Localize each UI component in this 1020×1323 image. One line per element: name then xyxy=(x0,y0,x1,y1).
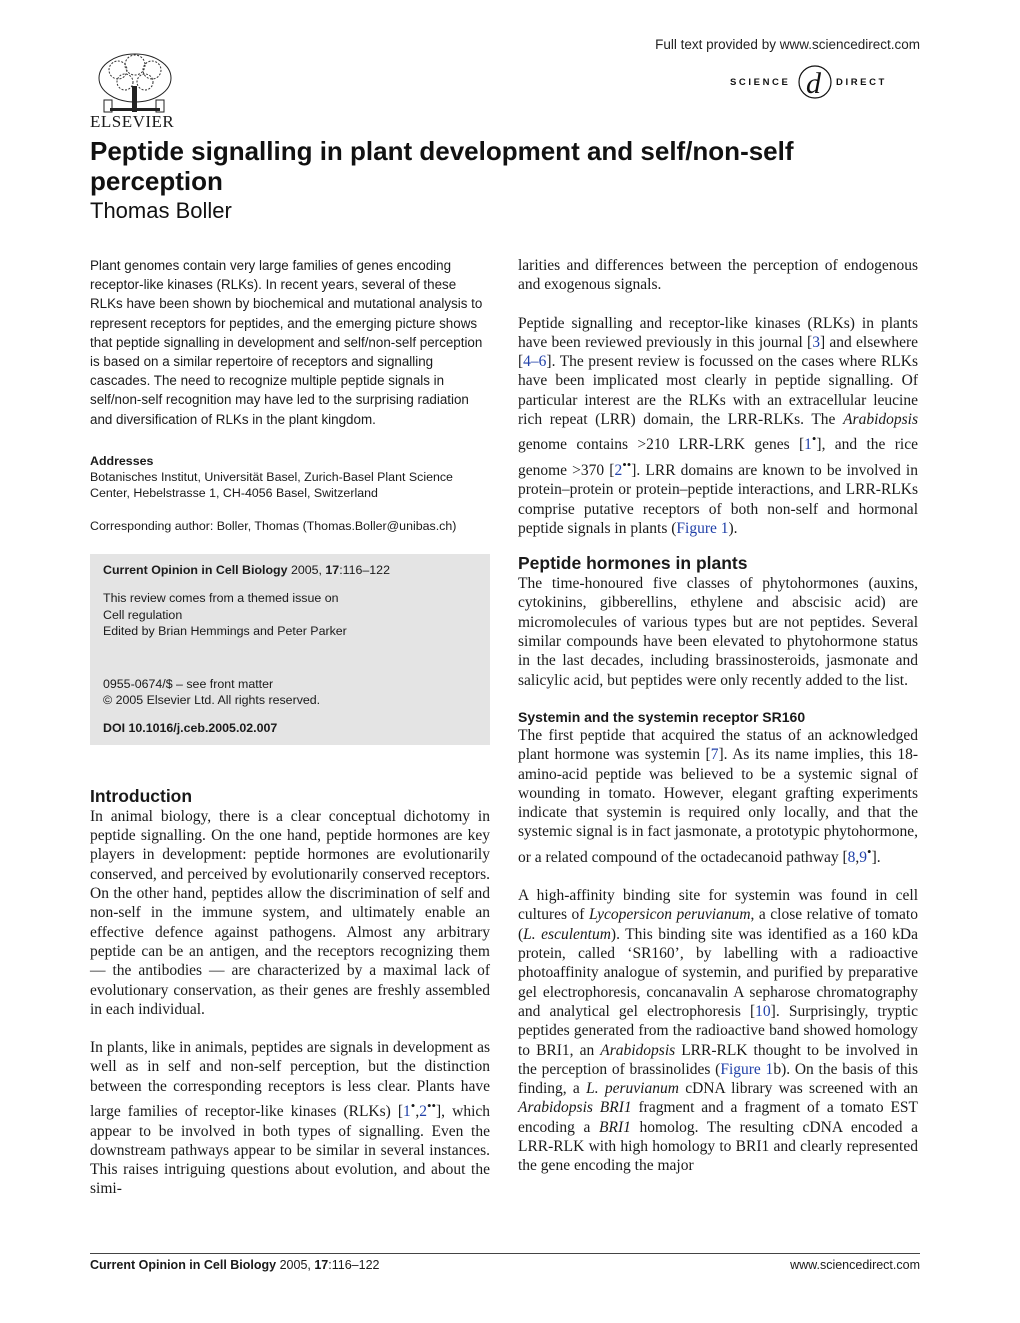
footer-pages: :116–122 xyxy=(328,1258,380,1272)
doi[interactable]: DOI 10.1016/j.ceb.2005.02.007 xyxy=(103,721,278,736)
ref-link[interactable]: 8 xyxy=(847,848,856,866)
footer-volume: 17 xyxy=(314,1258,329,1272)
infobox-pages: :116–122 xyxy=(339,563,390,578)
sd-mark-text: d xyxy=(806,67,821,100)
peptide-hormones-heading: Peptide hormones in plants xyxy=(518,553,748,574)
issn: 0955-0674/$ – see front matter xyxy=(103,676,274,691)
right-paragraph-1: Peptide signalling and receptor-like kinases (RLKs) in plants have been reviewed previously in this journal [3] and elsewhere [4–6]. The present review is focussed on the cases where RLKs have been implicated most clearly in peptide signalling. Of particular interest are the RLKs with an extracellular leucine rich repeat (LRR) domain, the LRR-RLKs. The Arabidopsis genome contains >210 LRR-LRK genes [1•], and the rice genome >370 [2••]. LRR domains are known to be involved in protein–protein or protein–peptide interactions, and LRR-RLKs comprise putative receptors of both non-self and hormonal peptide signals in plants (Figure 1). xyxy=(518,314,918,537)
ref-link[interactable]: 10 xyxy=(755,1002,771,1020)
intro-paragraph-1: In animal biology, there is a clear conceptual dichotomy in peptide signalling. On the one hand, peptide hormones are key players in development: peptide hormones are evolutionarily conserved, and perceived by evolutionarily conserved receptors. On the other hand, peptides allow the discrimination of self and non-self in the immune system, and ultimately enable an effective defence against pathogens. Almost any arbitrary peptide can be an antigen, and the receptors recognizing them — the antibodies — are characterized by a maximal lack of evolutionary conservation, as their genes are freshly assembled in each individual. xyxy=(90,807,490,1018)
sciencedirect-logo-icon[interactable] xyxy=(680,63,920,101)
infobox-citation xyxy=(103,562,478,578)
infobox-journal: Current Opinion in Cell Biology xyxy=(103,563,288,578)
addresses-text: Botanisches Institut, Universität Basel, Zurich-Basel Plant Science Center, Hebelstrasse 1, CH-4056 Basel, Switzerland xyxy=(90,469,453,501)
ref-link[interactable]: 4–6 xyxy=(523,353,547,371)
ref-link[interactable]: 1 xyxy=(403,1103,411,1121)
full-text-notice[interactable]: Full text provided by www.sciencedirect.com xyxy=(655,37,920,52)
ref-link[interactable]: 2 xyxy=(419,1103,427,1121)
footer-divider xyxy=(90,1253,920,1254)
ref-link[interactable]: 9 xyxy=(859,848,868,866)
ref-link[interactable]: 3 xyxy=(812,333,820,351)
footer-citation xyxy=(90,1258,379,1272)
right-paragraph-2: The time-honoured five classes of phytohormones (auxins, cytokinins, gibberellins, ethylene and abscisic acid) are micromolecules of various types but are not peptides. Several similar compounds have been elevated to phytohormone status in the last decades, including brassinosteroids, jasmonate and salicylic acid, but peptides were only recently added to the list. xyxy=(518,575,918,689)
article-title: Peptide signalling in plant development and self/non-self perception xyxy=(90,136,794,196)
publisher-name: ELSEVIER xyxy=(90,112,175,131)
systemin-heading: Systemin and the systemin receptor SR160 xyxy=(518,708,806,725)
sd-left-text: SCIENCE xyxy=(730,77,791,88)
ref-link[interactable]: 2 xyxy=(614,461,623,479)
corresponding-author[interactable]: Corresponding author: Boller, Thomas (Thomas.Boller@unibas.ch) xyxy=(90,518,457,533)
abstract: Plant genomes contain very large families of genes encoding receptor-like kinases (RLKs). In recent years, several of these RLKs have been shown by biochemical and mutational analysis to represent receptors for peptides, and the emerging picture shows that peptide signalling in development and self/non-self perception is based on a similar repertoire of receptors and signalling cascades. The need to recognize multiple peptide signals in self/non-self recognition may have led to the surprising radiation and diversification of RLKs in the plant kingdom. xyxy=(90,258,483,427)
sd-right-text: DIRECT xyxy=(836,77,887,88)
infobox-year: 2005, xyxy=(290,563,322,578)
theme-line-3: Edited by Brian Hemmings and Peter Parker xyxy=(103,624,347,639)
infobox-volume: 17 xyxy=(325,563,340,578)
info-box xyxy=(90,554,490,745)
addresses-heading: Addresses xyxy=(90,453,154,468)
footer-year: 2005, xyxy=(279,1258,311,1272)
theme-line-1: This review comes from a themed issue on xyxy=(103,591,339,606)
figure-link[interactable]: Figure 1 xyxy=(720,1060,774,1078)
footer-journal: Current Opinion in Cell Biology xyxy=(90,1258,277,1272)
right-paragraph-0: larities and differences between the perception of endogenous and exogenous signals. xyxy=(518,257,918,294)
introduction-heading: Introduction xyxy=(90,785,193,806)
footer-url[interactable]: www.sciencedirect.com xyxy=(790,1258,920,1272)
copyright: © 2005 Elsevier Ltd. All rights reserved. xyxy=(103,693,321,708)
right-paragraph-4: A high-affinity binding site for systemin was found in cell cultures of Lycopersicon peruvianum, a close relative of tomato (L. esculentum). This binding site was identified as a 160 kDa protein, called ‘SR160’, by labelling with a radioactive photoaffinity analogue of systemin, and purified by preparative gel electrophoresis, concanavalin A sepharose chromatography and analytical gel electrophoresis [10]. Surprisingly, tryptic peptides generated from the radioactive band showed homology to BRI1, an Arabidopsis LRR-RLK thought to be involved in the perception of brassinolides (Figure 1b). On the basis of this finding, a L. peruvianum cDNA library was screened with an Arabidopsis BRI1 fragment and a fragment of a tomato EST encoding a BRI1 homolog. The resulting cDNA encoded a LRR-RLK with high homology to BRI1 and clearly represented the gene encoding the major xyxy=(518,887,919,1175)
theme-line-2: Cell regulation xyxy=(103,607,183,622)
ref-link[interactable]: 1 xyxy=(804,436,812,454)
figure-link[interactable]: Figure 1 xyxy=(676,519,729,537)
left-column xyxy=(90,256,490,1199)
ref-link[interactable]: 7 xyxy=(710,746,719,764)
right-paragraph-3: The first peptide that acquired the status of an acknowledged plant hormone was systemin [7]. As its name implies, this 18-amino-acid peptide was believed to be a systemic signal of wounding in tomato. However, elegant grafting experiments indicate that systemin is required only locally, and that the systemic signal is in fact jasmonate, a prototypic phytohormone, or a related compound of the octadecanoid pathway [8,9•]. xyxy=(518,726,918,866)
right-column xyxy=(518,256,918,1176)
intro-paragraph-2: In plants, like in animals, peptides are signals in development as well as in self and non-self perception, but the distinction between the corresponding receptors is less clear. Plants have large families of receptor-like kinases (RLKs) [1•,2••], which appear to be involved in both types of signalling. Even the downstream pathways appear to be similar in several instances. This raises intriguing questions about evolution, and about the simi- xyxy=(90,1039,490,1198)
article-author: Thomas Boller xyxy=(90,198,232,223)
